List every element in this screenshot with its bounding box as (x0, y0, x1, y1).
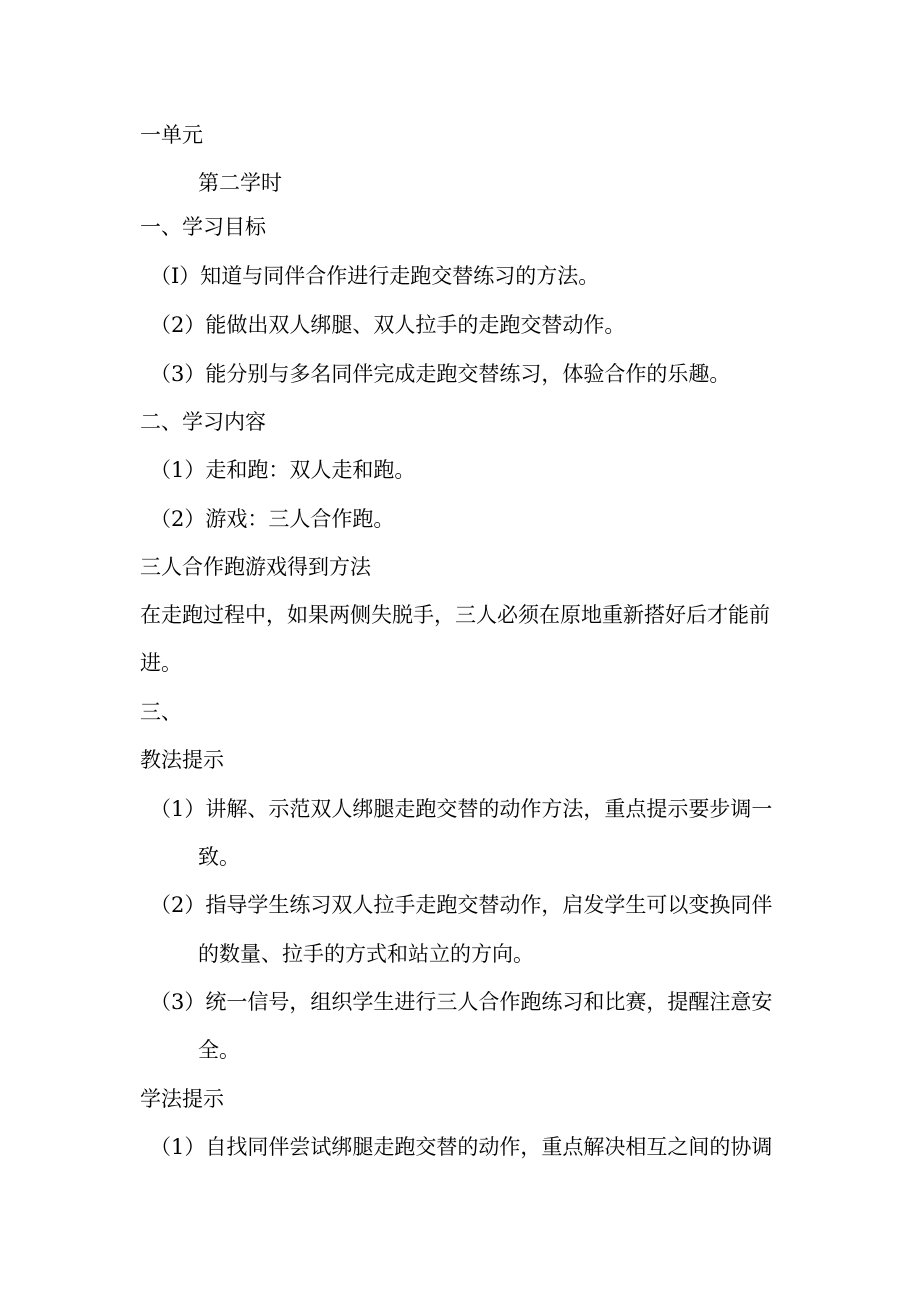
teaching-tip-item-cont: 致。 (198, 845, 240, 869)
teaching-tip-item: （1）讲解、示范双人绑腿走跑交替的动作方法，重点提示要步调一 (150, 797, 773, 821)
teaching-tip-item: （2）指导学生练习双人拉手走跑交替动作，启发学生可以变换同伴 (150, 893, 773, 917)
section-heading-goals: 一、学习目标 (140, 215, 266, 239)
content-item: （2）游戏：三人合作跑。 (150, 507, 395, 531)
section-heading-content: 二、学习内容 (140, 410, 266, 434)
learning-tip-item: （1）自找同伴尝试绑腿走跑交替的动作，重点解决相互之间的协调 (150, 1135, 773, 1159)
game-method-text: 进。 (140, 651, 182, 675)
learning-tips-title: 学法提示 (140, 1087, 224, 1111)
teaching-tips-title: 教法提示 (140, 748, 224, 772)
content-item: （1）走和跑：双人走和跑。 (150, 458, 416, 482)
goal-item: （I）知道与同伴合作进行走跑交替练习的方法。 (150, 264, 600, 288)
unit-title: 一单元 (140, 123, 203, 147)
game-method-text: 在走跑过程中，如果两侧失脱手，三人必须在原地重新搭好后才能前 (140, 603, 770, 627)
section-heading-three: 三、 (140, 700, 182, 724)
teaching-tip-item: （3）统一信号，组织学生进行三人合作跑练习和比赛，提醒注意安 (150, 990, 773, 1014)
lesson-title: 第二学时 (198, 171, 282, 195)
goal-item: （3）能分别与多名同伴完成走跑交替练习，体验合作的乐趣。 (150, 362, 731, 386)
goal-item: （2）能做出双人绑腿、双人拉手的走跑交替动作。 (150, 313, 626, 337)
teaching-tip-item-cont: 全。 (198, 1038, 240, 1062)
teaching-tip-item-cont: 的数量、拉手的方式和站立的方向。 (198, 942, 534, 966)
game-method-title: 三人合作跑游戏得到方法 (140, 555, 371, 579)
